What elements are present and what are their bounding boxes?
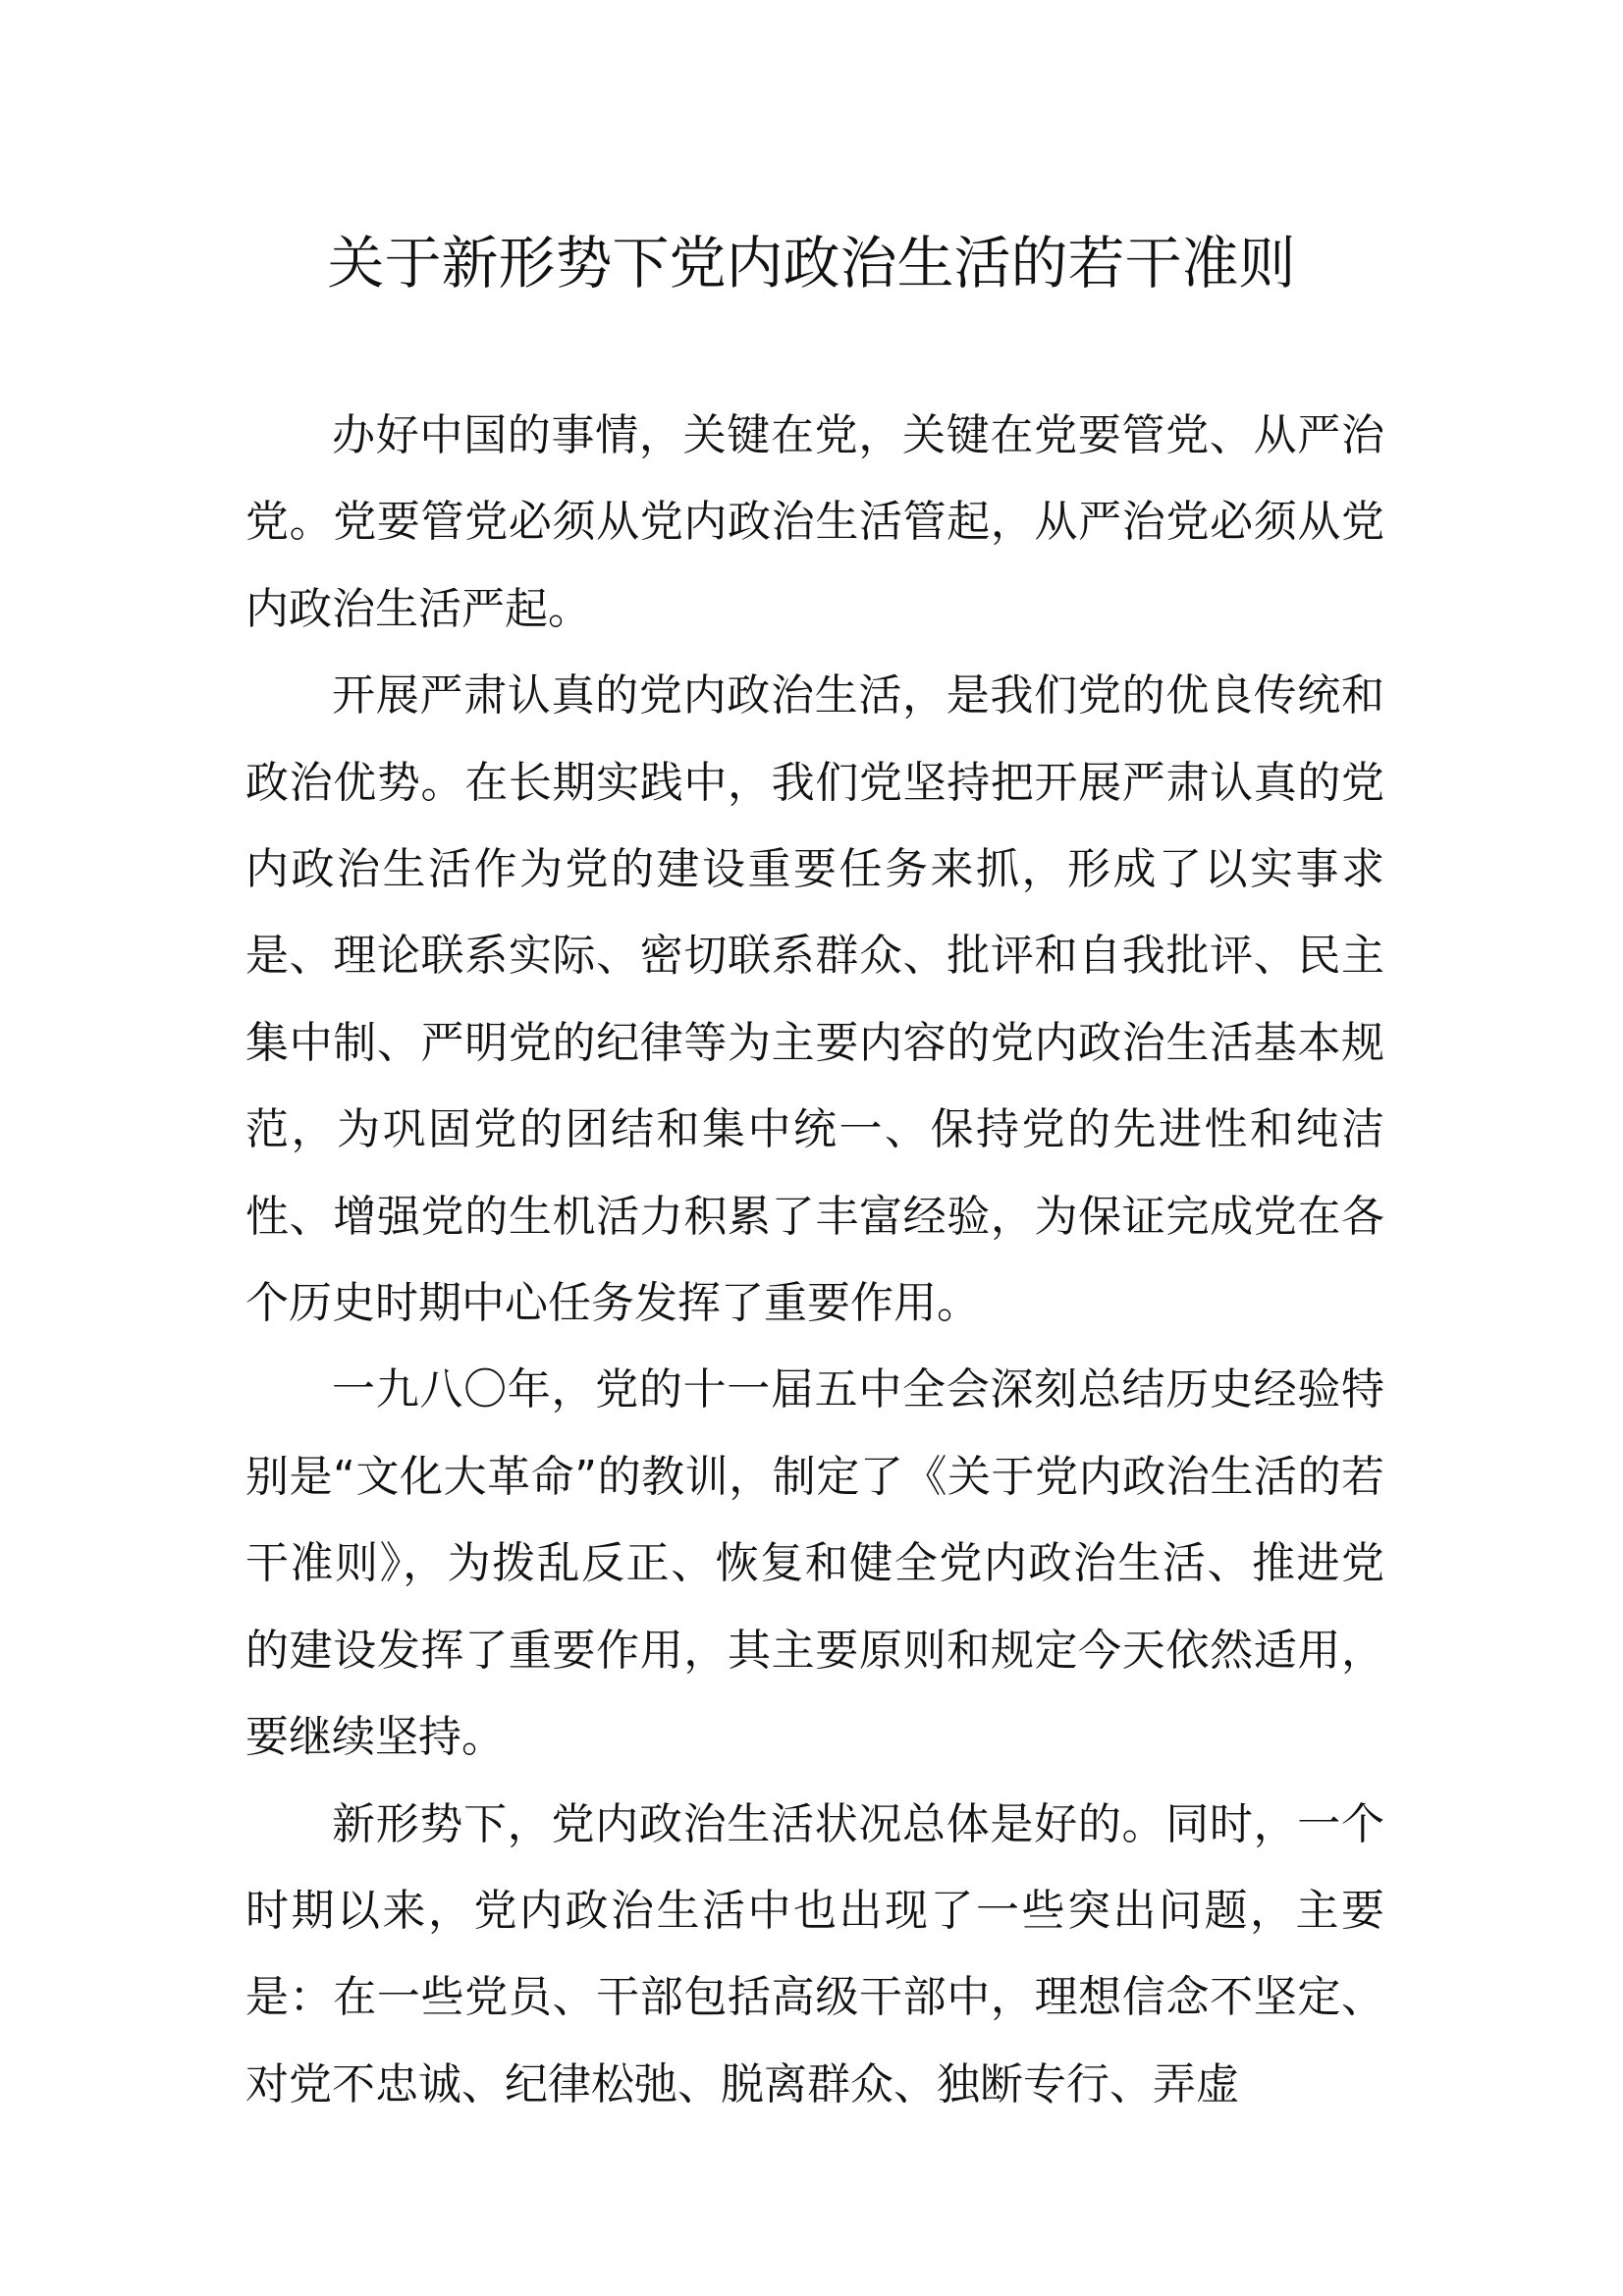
document-title: 关于新形势下党内政治生活的若干准则 <box>327 230 1296 296</box>
document-body <box>245 393 1384 2128</box>
paragraph-1: 办好中国的事情，关键在党，关键在党要管党、从严治党。党要管党必须从党内政治生活管起，从严治党必须从党内政治生活严起。 <box>245 410 1384 634</box>
paragraph-4: 新形势下，党内政治生活状况总体是好的。同时，一个时期以来，党内政治生活中也出现了一些突出问题，主要是：在一些党员、干部包括高级干部中，理想信念不坚定、对党不忠诚、纪律松弛、脱离群众、独断专行、弄虚 <box>245 1798 1384 2109</box>
paragraph-2: 开展严肃认真的党内政治生活，是我们党的优良传统和政治优势。在长期实践中，我们党坚持把开展严肃认真的党内政治生活作为党的建设重要任务来抓，形成了以实事求是、理论联系实际、密切联系群众、批评和自我批评、民主集中制、严明党的纪律等为主要内容的党内政治生活基本规范，为巩固党的团结和集中统一、保持党的先进性和纯洁性、增强党的生机活力积累了丰富经验，为保证完成党在各个历史时期中心任务发挥了重要作用。 <box>245 670 1384 1329</box>
paragraph-3: 一九八〇年，党的十一届五中全会深刻总结历史经验特别是“文化大革命”的教训，制定了《关于党内政治生活的若干准则》，为拨乱反正、恢复和健全党内政治生活、推进党的建设发挥了重要作用，其主要原则和规定今天依然适用，要继续坚持。 <box>245 1364 1384 1763</box>
